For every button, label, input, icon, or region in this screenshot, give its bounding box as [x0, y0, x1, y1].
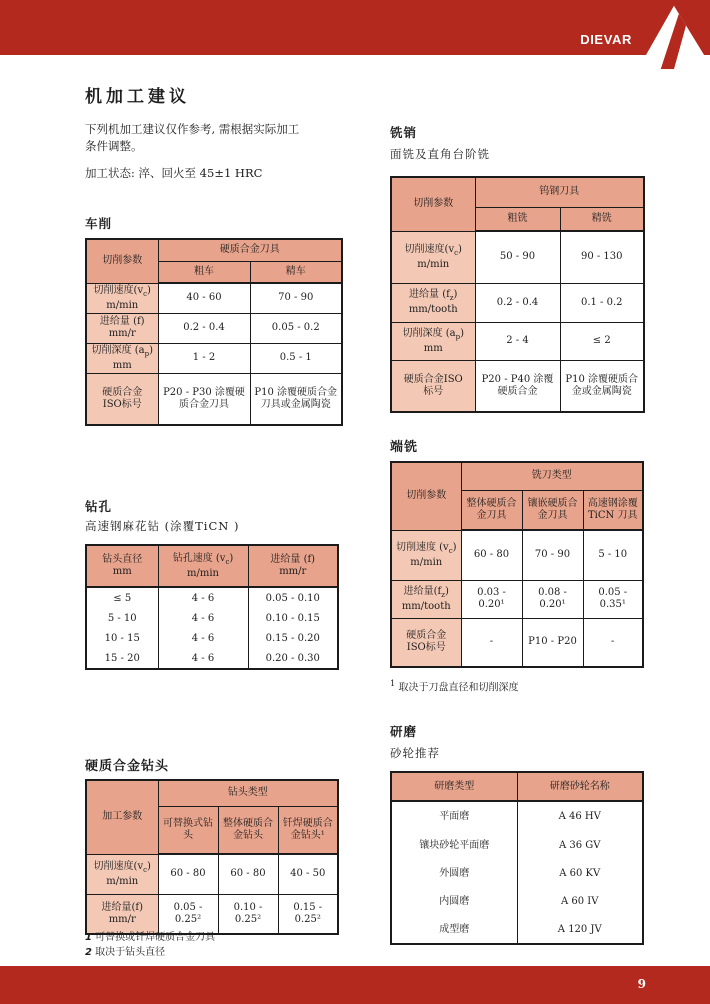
- param-label: 硬质合金 ISO标号: [391, 618, 461, 667]
- value-cell: P20 - P30 涂覆硬质合金刀具: [158, 373, 250, 425]
- value-cell: A 36 GV: [517, 832, 643, 860]
- footnote-text: 取决于刀盘直径和切削深度: [398, 682, 519, 694]
- endmill-heading: 端铣: [390, 440, 419, 455]
- drilling-table: [85, 544, 339, 670]
- column-header: 粗车: [158, 261, 250, 283]
- value-cell: 40 - 60: [158, 283, 250, 313]
- turning-table: [85, 238, 343, 426]
- column-header: 研磨砂轮名称: [517, 772, 643, 801]
- param-header-cell: 切削参数: [391, 177, 475, 231]
- milling-table: [390, 176, 645, 413]
- value-cell: 0.2 - 0.4: [475, 283, 560, 322]
- value-cell: 0.15 - 0.20: [248, 629, 338, 649]
- value-cell: 镶块砂轮平面磨: [391, 832, 517, 860]
- value-cell: ≤ 5: [86, 587, 158, 609]
- value-cell: 内圆磨: [391, 888, 517, 916]
- value-cell: P10 涂覆硬质合金刀具或金属陶瓷: [250, 373, 342, 425]
- value-cell: P10 涂覆硬质合金或金属陶瓷: [560, 360, 644, 412]
- column-header: 研磨类型: [391, 772, 517, 801]
- drilling-subtitle: 高速钢麻花钻 (涂覆TiCN ): [85, 519, 240, 533]
- column-header: 高速钢涂覆TiCN 刀具: [583, 490, 643, 530]
- value-cell: 平面磨: [391, 801, 517, 832]
- column-header: 钻孔速度 $(v_c)$ m/min: [158, 545, 248, 587]
- footnote-text: 取决于钻头直径: [95, 947, 166, 958]
- footnote-marker: 1: [85, 932, 92, 943]
- column-header: 整体硬质合金刀具: [461, 490, 522, 530]
- value-cell: 15 - 20: [86, 649, 158, 669]
- endmill-table: [390, 461, 644, 668]
- column-header: 精铣: [560, 207, 644, 231]
- condition-line: 加工状态: 淬、回火至 45±1 HRC: [85, 166, 263, 180]
- milling-subtitle: 面铣及直角台阶铣: [390, 147, 490, 161]
- value-cell: 0.20 - 0.30: [248, 649, 338, 669]
- turning-heading: 车削: [85, 216, 113, 231]
- value-cell: 4 - 6: [158, 609, 248, 629]
- value-cell: 50 - 90: [475, 231, 560, 283]
- value-cell: 成型磨: [391, 916, 517, 944]
- param-label: 切削速度$(v_c)$ m/min: [391, 231, 475, 283]
- grinding-heading: 研磨: [390, 724, 418, 739]
- brand-name: DIEVAR: [580, 32, 632, 47]
- value-cell: 1 - 2: [158, 343, 250, 373]
- value-cell: -: [583, 618, 643, 667]
- milling-heading: 铣销: [390, 125, 418, 140]
- value-cell: A 120 JV: [517, 916, 643, 944]
- intro-line1: 下列机加工建议仅作参考, 需根据实际加工: [85, 122, 300, 136]
- value-cell: P10 - P20: [522, 618, 583, 667]
- group-header-cell: 硬质合金刀具: [158, 239, 342, 261]
- column-header: 整体硬质合金钻头: [218, 806, 278, 854]
- value-cell: 70 - 90: [522, 530, 583, 580]
- value-cell: 5 - 10: [583, 530, 643, 580]
- value-cell: -: [461, 618, 522, 667]
- param-label: 进给量$(f_z)$ mm/tooth: [391, 580, 461, 618]
- param-header-cell: 切削参数: [391, 462, 461, 530]
- intro-line2: 条件调整。: [85, 139, 143, 153]
- carbide-drill-table: [85, 779, 339, 935]
- value-cell: 0.05 - 0.35¹: [583, 580, 643, 618]
- param-label: 切削速度$(v_c)$ m/min: [86, 283, 158, 313]
- value-cell: 0.05 - 0.25²: [158, 894, 218, 934]
- footnote-text: 可替换或钎焊硬质合金刀具: [95, 932, 216, 943]
- param-label: 切削速度 $(v_c)$ m/min: [391, 530, 461, 580]
- column-header: 粗铣: [475, 207, 560, 231]
- endmill-footnote: [390, 676, 519, 695]
- column-header: 精车: [250, 261, 342, 283]
- value-cell: 0.1 - 0.2: [560, 283, 644, 322]
- column-header: 进给量 (f) mm/r: [248, 545, 338, 587]
- value-cell: A 60 KV: [517, 860, 643, 888]
- value-cell: 4 - 6: [158, 629, 248, 649]
- value-cell: 0.5 - 1: [250, 343, 342, 373]
- column-header: 钎焊硬质合金钻头¹: [278, 806, 338, 854]
- column-header: 可替换式钻头: [158, 806, 218, 854]
- value-cell: 90 - 130: [560, 231, 644, 283]
- param-label: 切削速度$(v_c)$ m/min: [86, 854, 158, 894]
- page-title: 机加工建议: [85, 87, 190, 107]
- param-label: 切削深度 $(a_p)$ mm: [86, 343, 158, 373]
- footer-bar: [0, 966, 710, 1004]
- value-cell: 70 - 90: [250, 283, 342, 313]
- value-cell: 60 - 80: [158, 854, 218, 894]
- value-cell: 0.03 - 0.20¹: [461, 580, 522, 618]
- grinding-subtitle: 砂轮推荐: [390, 746, 440, 760]
- grinding-table: [390, 771, 644, 945]
- mountain-logo-icon: [636, 0, 710, 76]
- value-cell: A 60 IV: [517, 888, 643, 916]
- value-cell: 0.10 - 0.25²: [218, 894, 278, 934]
- param-label: 硬质合金ISO 标号: [391, 360, 475, 412]
- param-header-cell: 加工参数: [86, 780, 158, 854]
- group-header-cell: 钻头类型: [158, 780, 338, 806]
- value-cell: 5 - 10: [86, 609, 158, 629]
- value-cell: ≤ 2: [560, 322, 644, 360]
- value-cell: 0.2 - 0.4: [158, 313, 250, 343]
- page-number: 9: [637, 977, 646, 991]
- value-cell: 0.05 - 0.10: [248, 587, 338, 609]
- column-header: 镶嵌硬质合金刀具: [522, 490, 583, 530]
- value-cell: 4 - 6: [158, 649, 248, 669]
- group-header-cell: 铣刀类型: [461, 462, 643, 490]
- value-cell: 0.15 - 0.25²: [278, 894, 338, 934]
- param-label: 硬质合金 ISO标号: [86, 373, 158, 425]
- footnote-marker: 1: [390, 678, 396, 688]
- value-cell: 60 - 80: [218, 854, 278, 894]
- param-header-cell: 切削参数: [86, 239, 158, 283]
- param-label: 进给量(f) mm/r: [86, 894, 158, 934]
- footnote-marker: 2: [85, 947, 92, 958]
- column-header: 钻头直径 mm: [86, 545, 158, 587]
- value-cell: 40 - 50: [278, 854, 338, 894]
- carbide-footnotes: [85, 930, 215, 960]
- value-cell: 0.08 - 0.20¹: [522, 580, 583, 618]
- param-label: 进给量 $(f_z)$ mm/tooth: [391, 283, 475, 322]
- param-label: 切削深度 $(a_p)$ mm: [391, 322, 475, 360]
- drilling-heading: 钻孔: [85, 499, 113, 514]
- value-cell: A 46 HV: [517, 801, 643, 832]
- value-cell: 0.10 - 0.15: [248, 609, 338, 629]
- intro-paragraph: [85, 121, 299, 155]
- value-cell: 60 - 80: [461, 530, 522, 580]
- group-header-cell: 钨钢刀具: [475, 177, 644, 207]
- carbide-drill-heading: 硬质合金钻头: [85, 759, 170, 774]
- value-cell: P20 - P40 涂覆硬质合金: [475, 360, 560, 412]
- value-cell: 4 - 6: [158, 587, 248, 609]
- param-label: 进给量 (f) mm/r: [86, 313, 158, 343]
- value-cell: 外圆磨: [391, 860, 517, 888]
- value-cell: 0.05 - 0.2: [250, 313, 342, 343]
- value-cell: 2 - 4: [475, 322, 560, 360]
- value-cell: 10 - 15: [86, 629, 158, 649]
